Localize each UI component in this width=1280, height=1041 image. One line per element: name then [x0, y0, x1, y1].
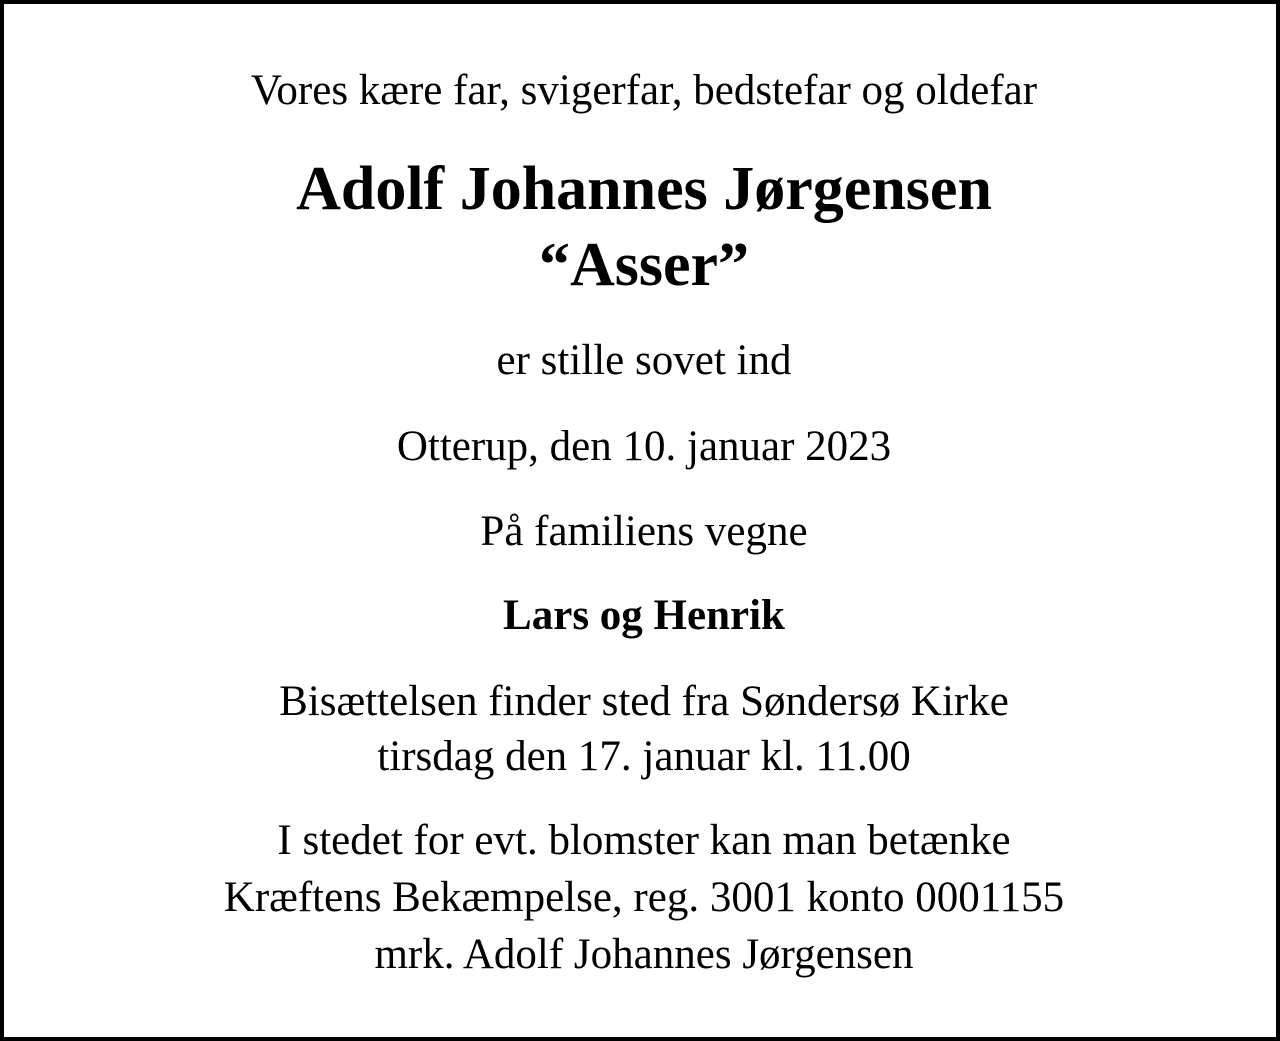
donation-text-line-3: mrk. Adolf Johannes Jørgensen: [374, 931, 914, 978]
donation-text-line-1: I stedet for evt. blomster kan man betænke: [277, 817, 1011, 864]
on-behalf-text: På familiens vegne: [480, 508, 808, 555]
funeral-location-text: Bisættelsen finder sted fra Søndersø Kirke: [279, 678, 1009, 725]
deceased-nickname: “Asser”: [538, 231, 750, 299]
place-date-text: Otterup, den 10. januar 2023: [396, 423, 892, 470]
deceased-name: Adolf Johannes Jørgensen: [296, 155, 992, 223]
signatories-text: Lars og Henrik: [503, 592, 785, 639]
intro-text: Vores kære far, svigerfar, bedstefar og oldefar: [250, 67, 1038, 114]
funeral-time-text: tirsdag den 17. januar kl. 11.00: [377, 733, 911, 780]
passing-text: er stille sovet ind: [496, 337, 792, 384]
donation-text-line-2: Kræftens Bekæmpelse, reg. 3001 konto 0001155: [223, 874, 1065, 921]
